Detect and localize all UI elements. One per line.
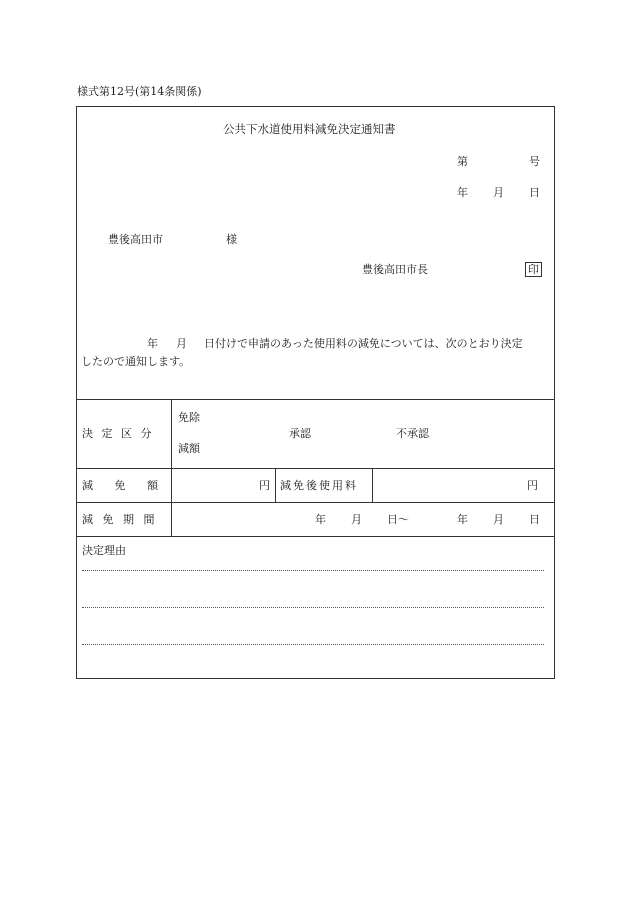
row-rule-2 [77,502,554,503]
after-reduction-unit: 円 [527,479,538,492]
body-line-1: 日付けで申請のあった使用料の減免については、次のとおり決定 [204,337,523,350]
reduction-amount-unit: 円 [259,479,270,492]
document-title: 公共下水道使用料減免決定通知書 [223,122,396,136]
reason-line-2 [82,607,544,608]
reason-line-1 [82,570,544,571]
date-month: 月 [493,186,504,199]
period-to-year: 年 [457,513,468,526]
period-from-month: 月 [351,513,362,526]
period-from-year: 年 [315,513,326,526]
recipient-city: 豊後高田市 [108,233,163,246]
doc-number-suffix: 号 [529,155,540,168]
period-from-day: 日〜 [387,513,409,526]
reason-line-3 [82,644,544,645]
after-label-rule [372,468,373,502]
row-rule-1 [77,468,554,469]
issuer-title: 豊後高田市長 [362,263,428,276]
body-year: 年 [147,337,158,350]
decision-approved: 承認 [289,427,311,440]
recipient-honorific: 様 [226,233,237,246]
decision-label: 決 定 区 分 [82,427,152,440]
date-year: 年 [457,186,468,199]
body-month: 月 [176,337,187,350]
seal-mark: 印 [525,262,542,277]
doc-number-prefix: 第 [457,155,468,168]
reason-label: 決定理由 [82,544,126,557]
notice-form [76,106,555,679]
option-reduction: 減額 [178,442,200,455]
period-to-month: 月 [493,513,504,526]
row-rule-3 [77,536,554,537]
period-label: 減 免 期 間 [82,513,155,526]
option-exemption: 免除 [178,411,200,424]
body-line-2: したので通知します。 [81,355,191,368]
label-column-rule [171,399,172,536]
period-to-day: 日 [529,513,540,526]
table-top-rule [77,399,554,400]
reduction-amount-label: 減 免 額 [82,479,158,492]
after-reduction-label: 減免後使用料 [280,479,358,492]
form-number-label: 様式第12号(第14条関係) [77,85,202,98]
decision-not-approved: 不承認 [396,427,429,440]
issuer-seal [525,262,542,277]
amount-divider-rule [275,468,276,502]
date-day: 日 [529,186,540,199]
